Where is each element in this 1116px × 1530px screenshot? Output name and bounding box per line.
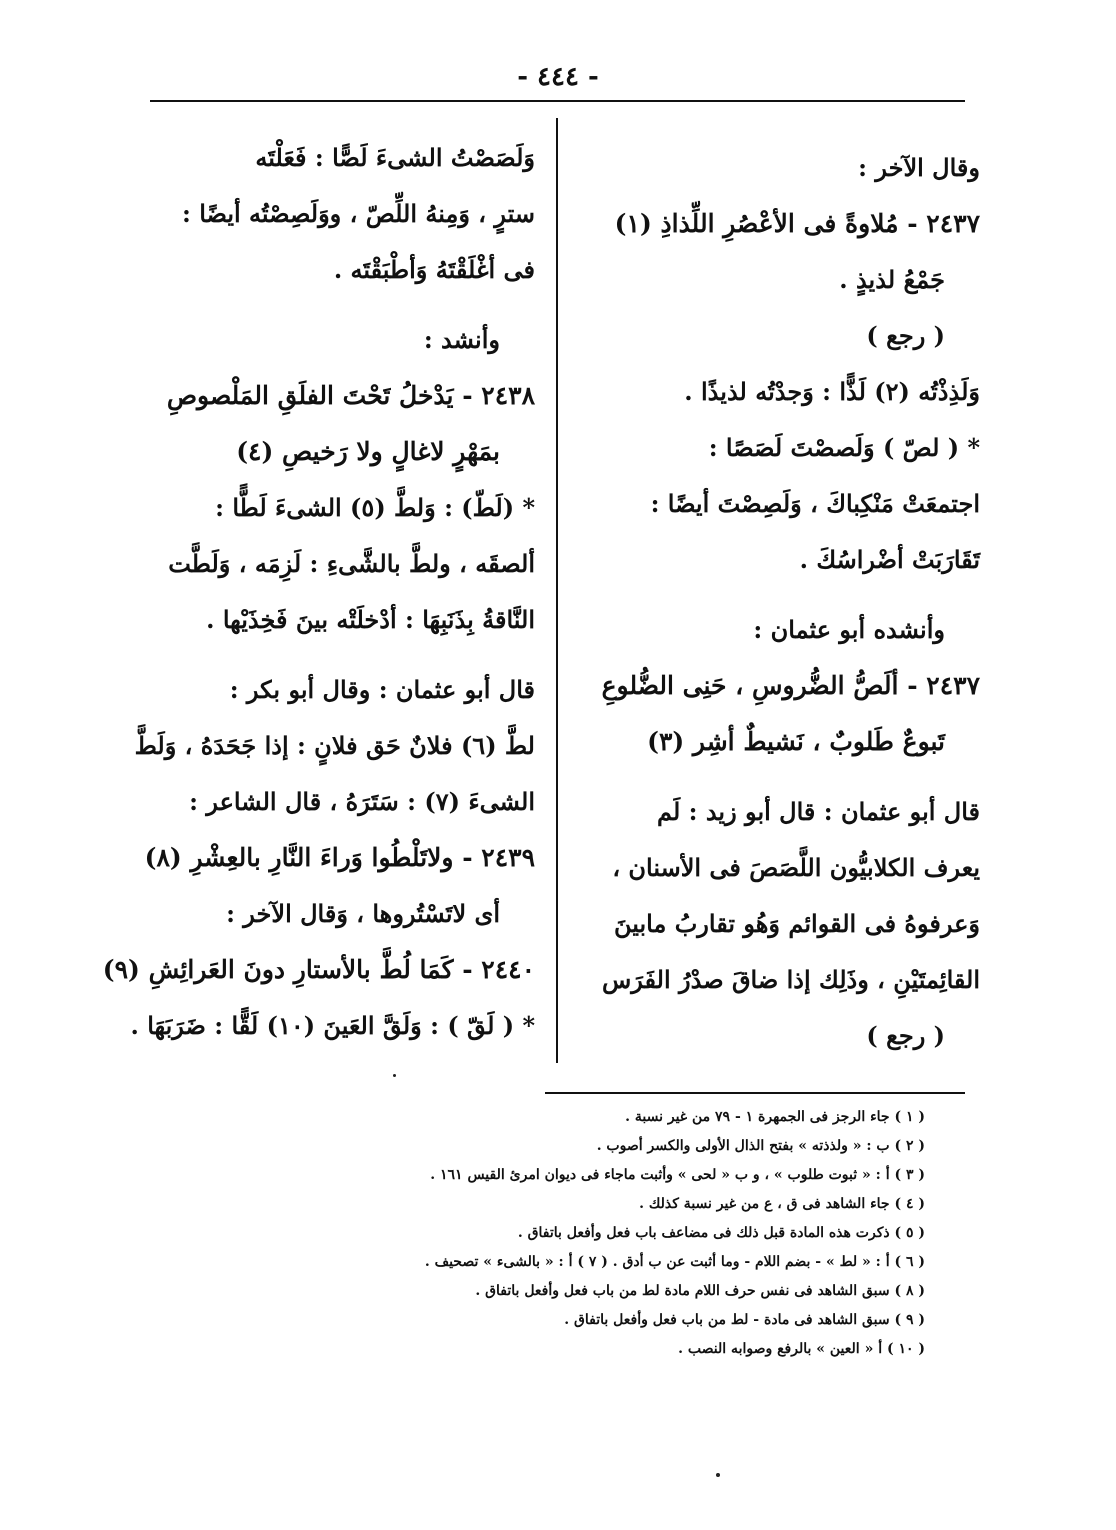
footnote: ( ٨ ) سبق الشاهد فى نفس حرف اللام مادة لط من باب فعل وأفعل باتفاق . [475, 1283, 925, 1299]
text-line: سترٍ ، وَمِنهُ اللِّصّ ، ووَلَصِصْتُه أيضًا : [181, 199, 535, 228]
verse-line: ٢٤٤٠ - كَمَا لُطَّ بالأستارِ دونَ العَرائِشِ (٩) [102, 955, 535, 984]
text-line: قال أبو عثمان : قال أبو زيد : لَم [656, 797, 980, 826]
text-line: ( رجع ) [866, 1021, 945, 1050]
page-number: - ٤٤٤ - [517, 62, 599, 92]
text-line: أى لاتَسْتُروها ، وَقال الآخر : [226, 899, 500, 928]
ink-speck [716, 1473, 720, 1477]
text-line: الشىءَ (٧) : سَتَرَهُ ، قال الشاعر : [189, 787, 535, 816]
header-rule [150, 100, 965, 102]
footnotes [230, 1103, 925, 1364]
text-line: اجتمعَتْ مَنْكِباكَ ، وَلَصِصْتَ أيضًا : [650, 489, 980, 518]
footnote: ( ٣ ) أ : « ثبوت طلوب » ، و ب « لحى » وأثبت ماجاء فى ديوان امرئ القيس ١٦١ . [430, 1167, 925, 1183]
text-line: النَّاقةُ بِذَنَبِهَا : أدْخلَتْه بينَ فَخِذَيْها . [206, 605, 535, 634]
verse-line: ٢٤٣٧ - ألَصُّ الضُّروسِ ، حَنِى الضُّلوعِ [601, 671, 980, 700]
column-divider [556, 118, 558, 1063]
text-line: ( رجع ) [866, 321, 945, 350]
text-line: يعرف الكلابيُّون اللَّصَصَ فى الأسنان ، [612, 853, 980, 882]
text-line: جَمْعُ لذيذٍ . [839, 265, 945, 294]
entry-heading: * ( لَقّ ) : وَلَقَّ العَينَ (١٠) لَقًّا : ضَرَبَهَا . [130, 1011, 535, 1040]
text-line: وقال الآخر : [858, 153, 980, 182]
footnote: ( ٤ ) جاء الشاهد فى ق ، ع من غير نسبة كذلك . [639, 1196, 925, 1212]
verse-line: ٢٤٣٩ - ولاتَلْطُوا وَراءَ النَّارِ بالعِشْرِ (٨) [144, 843, 535, 872]
footnote: ( ١ ) جاء الرجز فى الجمهرة ١ - ٧٩ من غير نسبة . [625, 1109, 925, 1125]
footnote-rule [545, 1092, 965, 1094]
left-column [102, 130, 535, 1054]
text-line: ألصقَه ، ولطَّ بالشَّىءِ : لَزِمَه ، وَلَطَّت [168, 549, 535, 578]
text-line: تَقَارَبَتْ أضْراسُكَ . [799, 545, 980, 574]
verse-line: تَبوعٌ طَلوبٌ ، نَشيطٌ أشِر (٣) [647, 727, 945, 756]
verse-line: ٢٤٣٨ - يَدْخلُ تَحْتَ الفلَقِ المَلْصوصِ [166, 381, 535, 410]
verse-line: ٢٤٣٧ - مُلاوةً فى الأعْصُرِ اللِّذاذِ (١) [614, 209, 980, 238]
footnote: ( ٥ ) ذكرت هذه المادة قبل ذلك فى مضاعف باب فعل وأفعل باتفاق . [517, 1225, 925, 1241]
footnote: ( ٢ ) ب : « ولذذته » بفتح الذال الأولى والكسر أصوب . [596, 1138, 925, 1154]
entry-heading: * ( لصّ ) وَلَصصْتَ لَصَصًا : [708, 433, 980, 462]
right-column [585, 140, 980, 1064]
verse-line: بمَهْرٍ لاغالٍ ولا رَخيصِ (٤) [236, 437, 500, 466]
footnote: ( ٩ ) سبق الشاهد فى مادة - لط من باب فعل وأفعل باتفاق . [564, 1312, 925, 1328]
text-line: فى أغْلَقْتَهُ وَأطْبَقْتَه . [333, 255, 535, 284]
text-line: وأنشد : [423, 325, 500, 354]
text-line: القائِمتَيْنِ ، وذَلِك إذا ضاقَ صدْرُ الفَرَس [602, 965, 980, 994]
ink-speck [393, 1074, 396, 1077]
footnote: ( ١٠ ) أ « العين » بالرفع وصوابه النصب . [678, 1341, 925, 1357]
footnote: ( ٦ ) أ : « لط » - بضم اللام - وما أثبت عن ب أدق . ( ٧ ) أ : « بالشىء » تصحيف . [424, 1254, 925, 1270]
text-line: وأنشده أبو عثمان : [753, 615, 945, 644]
text-line: قال أبو عثمان : وقال أبو بكر : [229, 675, 535, 704]
text-line: وَعرفوهُ فى القوائم وَهُو تقاربُ مابينَ [613, 909, 980, 938]
entry-heading: * (لَطّ) : وَلطَّ (٥) الشىءَ لَطًّا : [215, 493, 535, 522]
text-line: وَلَصَصْتُ الشىءَ لَصًّا : فَعَلْتَه [255, 143, 535, 172]
text-line: لطَّ (٦) فلانٌ حَق فلانٍ : إذا جَحَدَهُ ، وَلَطَّ [134, 731, 535, 760]
text-line: وَلَذِذْتُه (٢) لَذًّا : وَجدْتُه لذيذًا . [684, 377, 980, 406]
